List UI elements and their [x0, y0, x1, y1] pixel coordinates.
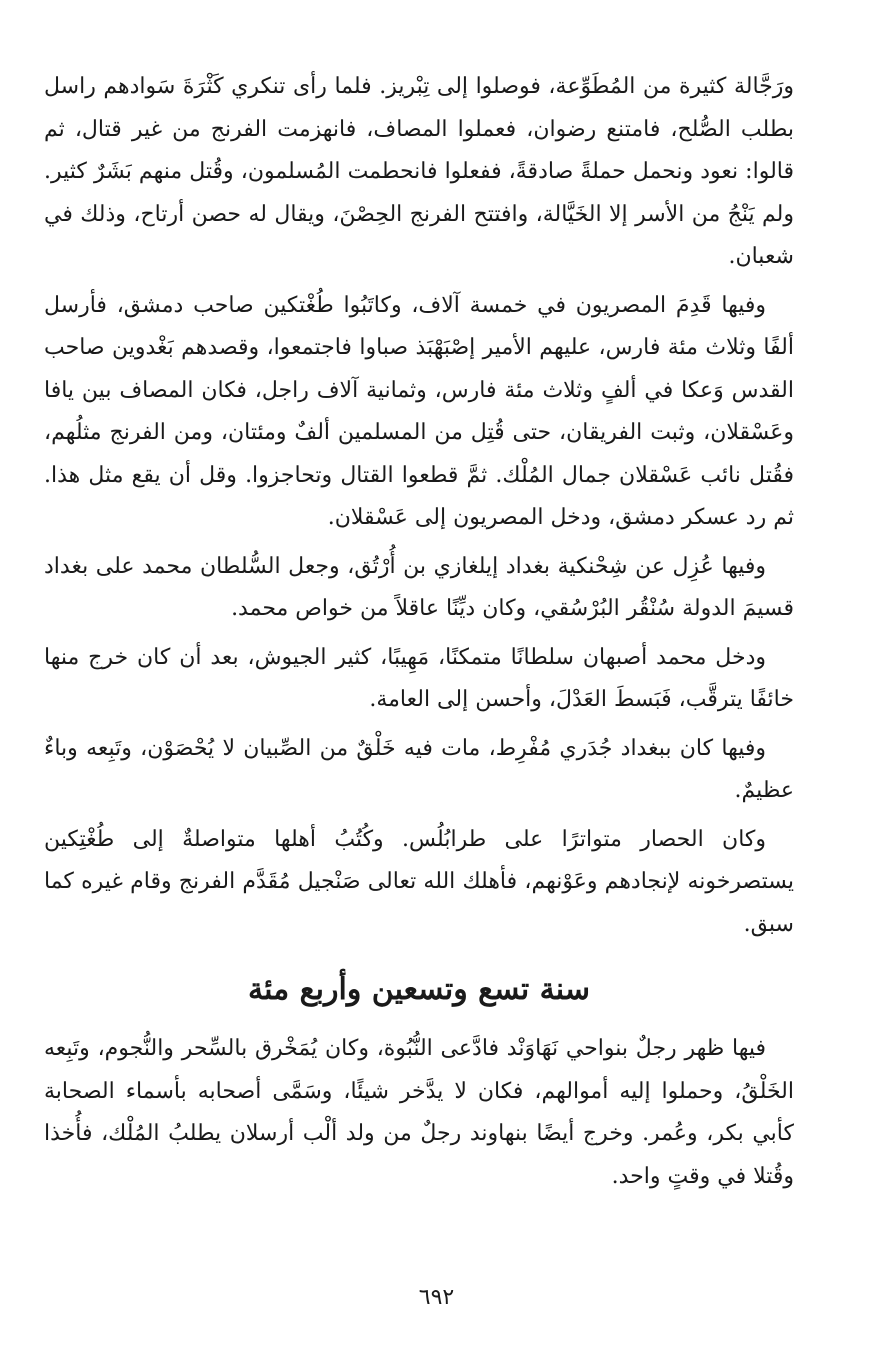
paragraph: وكان الحصار متواترًا على طرابُلُس. وكُتُبُ أهلها متواصلةٌ إلى طُغْتِكين يستصرخونه لإنجادهم وعَوْنهم، فأهلك الله تعالى صَنْجيل مُقَدَّم الفرنج وقام غيره كما سبق. — [44, 826, 794, 937]
paragraph: فيها ظهر رجلٌ بنواحي نَهَاوَنْد فادَّعى النُّبُوة، وكان يُمَخْرق بالسِّحر والنُّجوم، وتَبِعه الخَلْقُ، وحملوا إليه أموالهم، فكان لا يدَّخر شيئًا، وسَمَّى أصحابه بأسماء الصحابة كأبي بكر، وعُمر. وخرج أيضًا بنهاوند رجلٌ من ولد ألْب أرسلان يطلبُ المُلْك، فأُخذا وقُتلا في وقتٍ واحد. — [44, 1036, 794, 1189]
paragraph: ورَجَّالة كثيرة من المُطَوِّعة، فوصلوا إلى تِبْريز. فلما رأى تنكري كَثْرَةَ سَوادهم راسل بطلب الصُّلح، فامتنع رضوان، فعملوا المصاف، فانهزمت الفرنج من غير قتال، ثم قالوا: نعود ونحمل حملةً صادقةً، ففعلوا فانحطمت المُسلمون، وقُتل منهم بَشَرٌ كثير. ولم يَنْجُ من الأسر إلا الخَيَّالة، وافتتح الفرنج الحِصْنَ، ويقال له حصن أرتاح، وذلك في شعبان. — [44, 74, 794, 269]
page-number: ٦٩٢ — [418, 1285, 455, 1310]
paragraph: وفيها كان ببغداد جُدَري مُفْرِط، مات فيه خَلْقٌ من الصِّبيان لا يُحْصَوْن، وتَبِعه وباءٌ عظيمٌ. — [44, 735, 794, 803]
paragraph: وفيها قَدِمَ المصريون في خمسة آلاف، وكاتَبُوا طُغْتكين صاحب دمشق، فأرسل ألفًا وثلاث مئة فارس، عليهم الأمير إصْبَهْبَذ صباوا فاجتمعوا، وقصدهم بَغْدوين صاحب القدس وَعكا في ألفٍ وثلاث مئة فارس، وثمانية آلاف راجل، فكان المصاف بين يافا وعَسْقلان، وثبت الفريقان، حتى قُتِل من المسلمين ألفٌ ومئتان، ومن الفرنج مثلُهم، فقُتل نائب عَسْقلان جمال المُلْك. ثمَّ قطعوا القتال وتحاجزوا. وقل أن يقع مثل هذا. ثم رد عسكر دمشق، ودخل المصريون إلى عَسْقلان. — [44, 292, 795, 530]
paragraph: ودخل محمد أصبهان سلطانًا متمكنًا، مَهِيبًا، كثير الجيوش، بعد أن كان خرج منها خائفًا يترقَّب، فَبَسطَ العَدْلَ، وأحسن إلى العامة. — [44, 644, 794, 712]
page-body — [44, 66, 794, 1204]
paragraph: وفيها عُزِل عن شِحْنكية بغداد إيلغازي بن أُرْتُق، وجعل السُّلطان محمد على بغداد قسيمَ الدولة سُنْقُر البُرْسُقي، وكان ديِّنًا عاقلاً من خواص محمد. — [44, 553, 794, 621]
section-title: سنة تسع وتسعين وأربع مئة — [248, 972, 590, 1007]
